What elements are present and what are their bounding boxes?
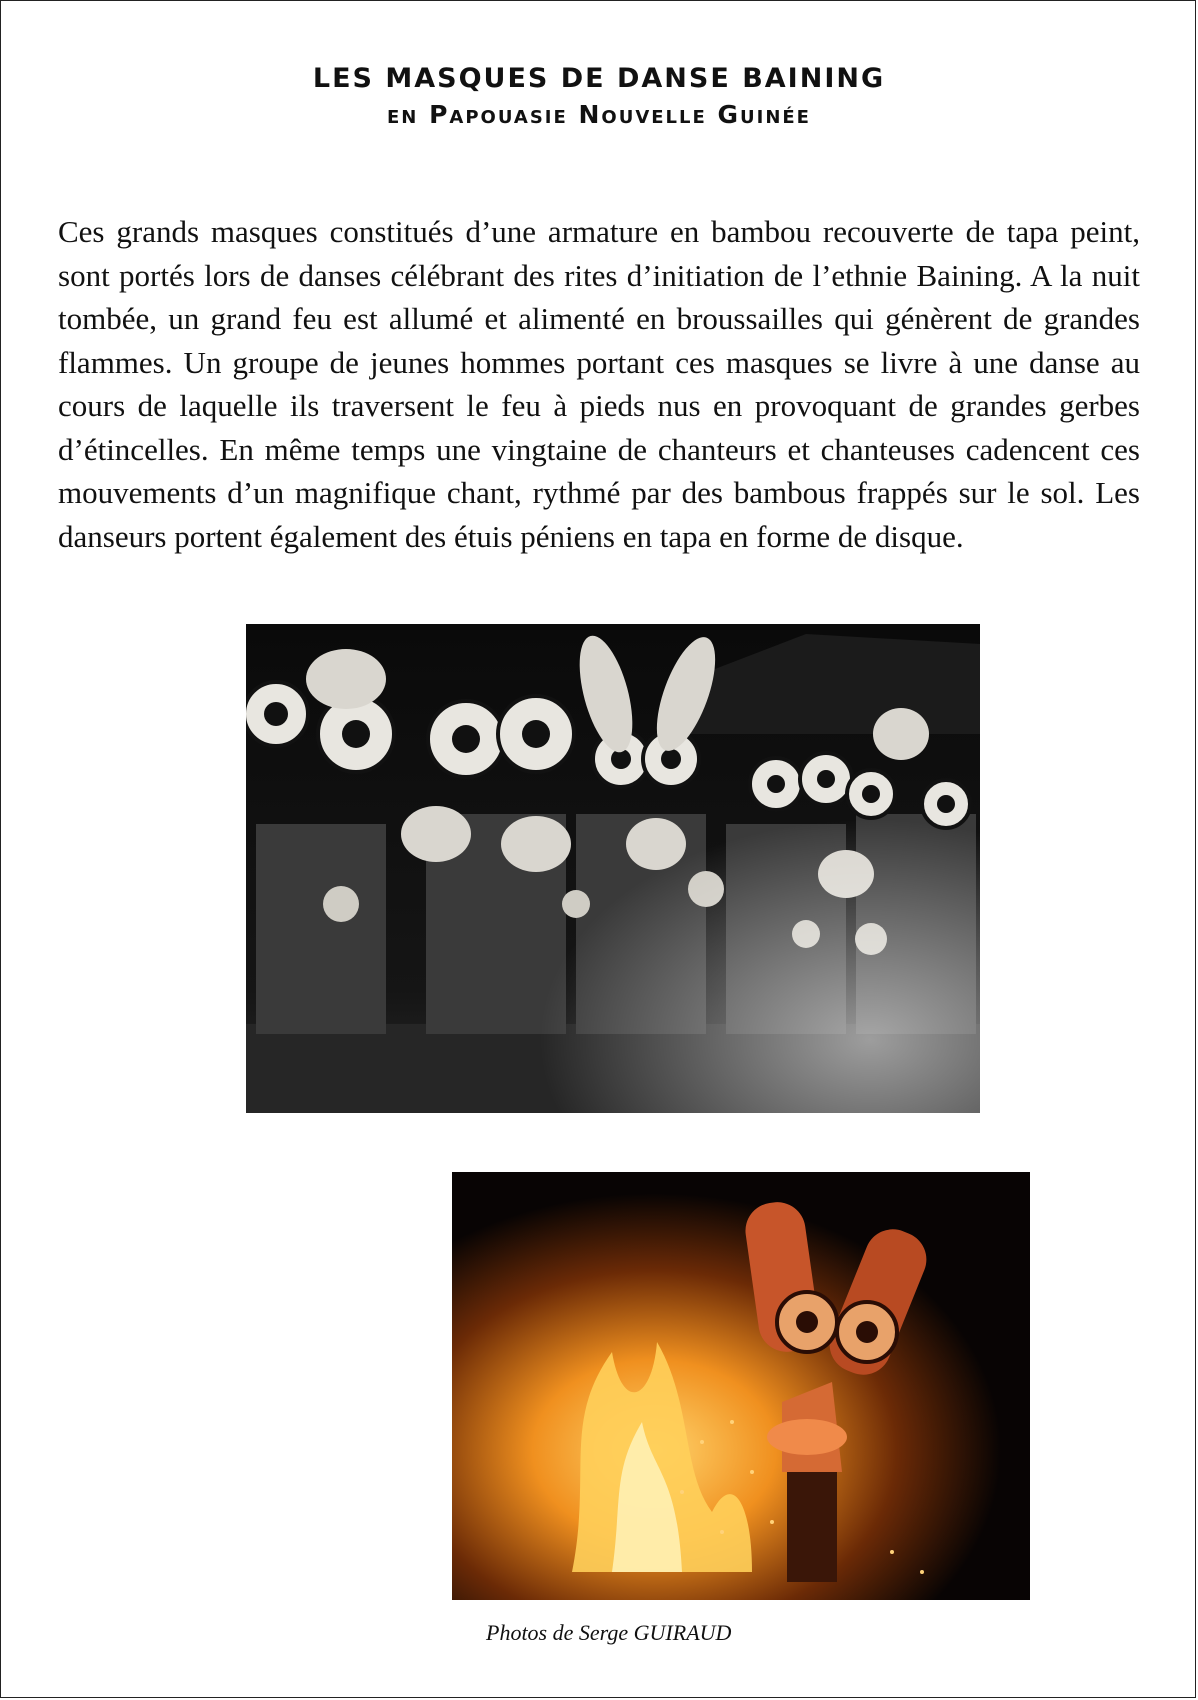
photo-credit-caption: Photos de Serge GUIRAUD [486,1620,732,1645]
photo-fire-dancer-color [452,1172,1030,1600]
photo-masked-dancers-bw [246,624,980,1113]
title-line-1: LES MASQUES DE DANSE BAINING [312,63,886,94]
page-title [0,60,1198,132]
body-paragraph: Ces grands masques constitués d’une armature en bambou recouverte de tapa peint, sont portés lors de danses célébrant des rites d’initiation de l’ethnie Baining. A la nuit tombée, un grand feu est allumé et alimenté en broussailles qui génèrent de grandes flammes. Un groupe de jeunes hommes portant ces masques se livre à une danse au cours de laquelle ils traversent le feu à pieds nus en provoquant de grandes gerbes d’étincelles. En même temps une vingtaine de chanteurs et chanteuses cadencent ces mouvements d’un magnifique chant, rythmé par des bambous frappés sur le sol. Les danseurs portent également des étuis péniens en tapa en forme de disque. [58,214,1140,554]
title-line-2: en Papouasie Nouvelle Guinée [387,100,811,129]
